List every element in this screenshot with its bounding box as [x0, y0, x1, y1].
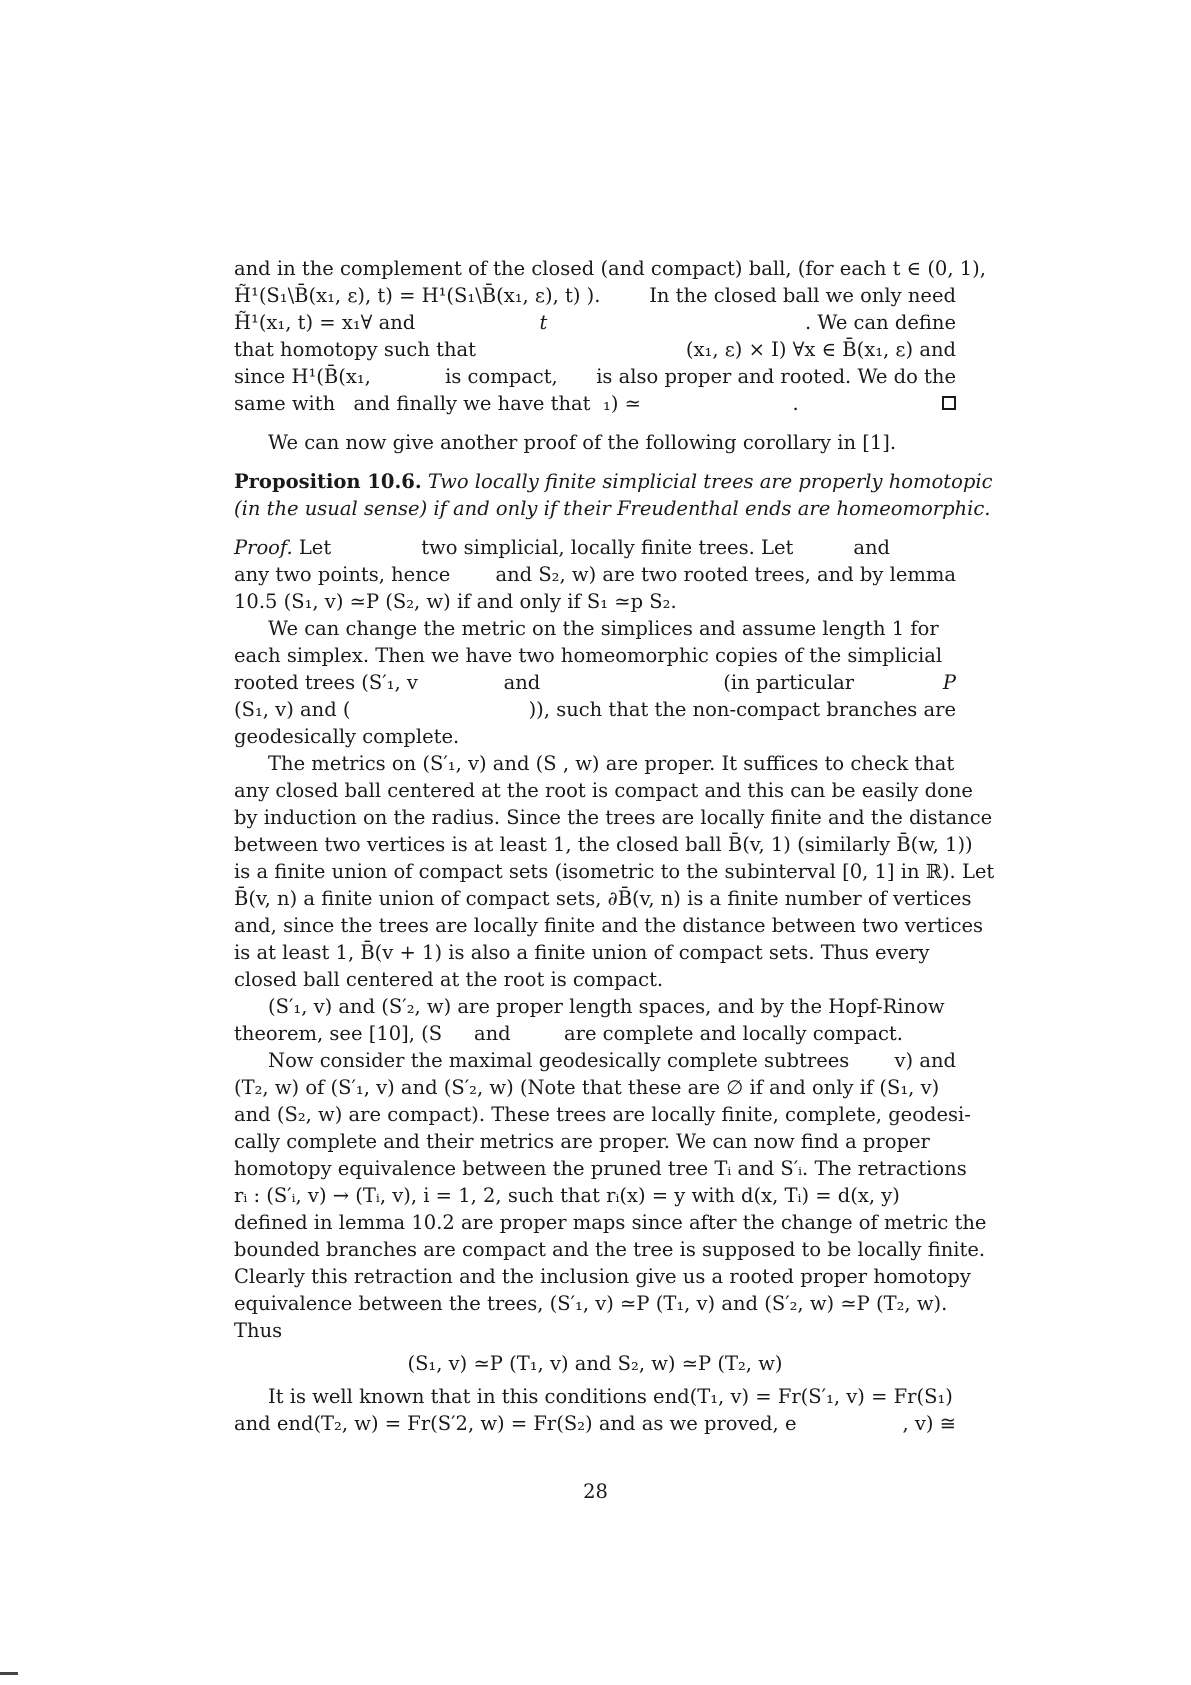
text-line: same with and finally we have that ₁) ≃ . — [234, 390, 956, 417]
proposition-label: Proposition 10.6. — [234, 470, 422, 493]
intro-line: We can now give another proof of the following corollary in [1]. — [268, 431, 897, 454]
proof-label: Proof. — [234, 536, 293, 559]
text-line: H̃¹(S₁\B̄(x₁, ε), t) = H¹(S₁\B̄(x₁, ε), t) ). In the closed ball we only need — [234, 284, 956, 307]
proof-block: Proof. Let two simplicial, locally finite trees. Let and any two points, hence and S₂, w) are two rooted trees, and by lemma 10.5 (S₁, v) ≃P (S₂, w) if and only if S₁ ≃p S₂. We can change the metric on the simplices and assume length 1 for each simplex. Then we have two homeomorphic copies of the simplicial rooted trees (S′₁, v and (in particular P (S₁, v) and ( )), such that the non-compact branches are geodesically complete. The metrics on (S′₁, v) and (S , w) are proper. It suffices to check that any closed ball centered at the root is compact and this can be easily done by induction on the radius. Since the trees are locally finite and the distance between two vertices is at least 1, the closed ball B̄(v, 1) (similarly B̄(w, 1)) is a finite union of compact sets (isometric to the subinterval [0, 1] in ℝ). Let B̄(v, n) a finite union of compact sets, ∂B̄(v, n) is a finite number of vertices and, since the trees are locally finite and the distance between two vertices is at least 1, B̄(v + 1) is also a finite union of compact sets. Thus every closed ball centered at the root is compact. (S′₁, v) and (S′₂, w) are proper length spaces, and by the Hopf-Rinow theorem, see [10], (S and are complete and locally compact. Now consider the maximal geodesically complete subtrees v) and (T₂, w) of (S′₁, v) and (S′₂, w) (Note that these are ∅ if and only if (S₁, v) and (S₂, w) are compact). These trees are locally finite, complete, geodesi- cally complete and their metrics are proper. We can now find a proper homotopy equivalence between the pruned tree Tᵢ and S′ᵢ. The retractions rᵢ : (S′ᵢ, v) → (Tᵢ, v), i = 1, 2, such that rᵢ(x) = y with d(x, Tᵢ) = d(x, y) defined in lemma 10.2 are proper maps since after the change of metric the bounded branches are compact and the tree is supposed to be locally finite. Clearly this retraction and the inclusion give us a rooted proper homotopy equivalence between the trees, (S′₁, v) ≃P (T₁, v) and (S′₂, w) ≃P (T₂, w). Thus (S₁, v) ≃P (T₁, v) and S₂, w) ≃P (T₂, w) It is well known that in this conditions end(T₁, v) = Fr(S′₁, v) = Fr(S₁) and end(T₂, w) = Fr(S′2, w) = Fr(S₂) and as we proved, e , v) ≅ — [234, 536, 995, 1435]
top-paragraph — [234, 255, 986, 417]
text-line: that homotopy such that (x₁, ε) × I) ∀x ∈ B̄(x₁, ε) and — [234, 338, 956, 361]
display-equation: (S₁, v) ≃P (T₁, v) and S₂, w) ≃P (T₂, w) — [407, 1352, 783, 1375]
qed-box-icon — [942, 396, 956, 410]
text-line: since H¹(B̄(x₁, is compact, is also proper and rooted. We do the — [234, 365, 956, 388]
proposition-statement: Two locally finite simplicial trees are properly homotopic — [427, 470, 993, 493]
page-body — [234, 255, 995, 1437]
proposition-10-6 — [234, 468, 993, 522]
proposition-statement: (in the usual sense) if and only if their Freudenthal ends are homeomorphic. — [234, 497, 991, 520]
text-line: and in the complement of the closed (and compact) ball, (for each t ∈ (0, 1), — [234, 257, 986, 280]
margin-mark — [0, 1672, 18, 1675]
page-number: 28 — [583, 1480, 608, 1503]
text-line: H̃¹(x₁, t) = x₁∀ and t . We can define — [234, 311, 956, 334]
